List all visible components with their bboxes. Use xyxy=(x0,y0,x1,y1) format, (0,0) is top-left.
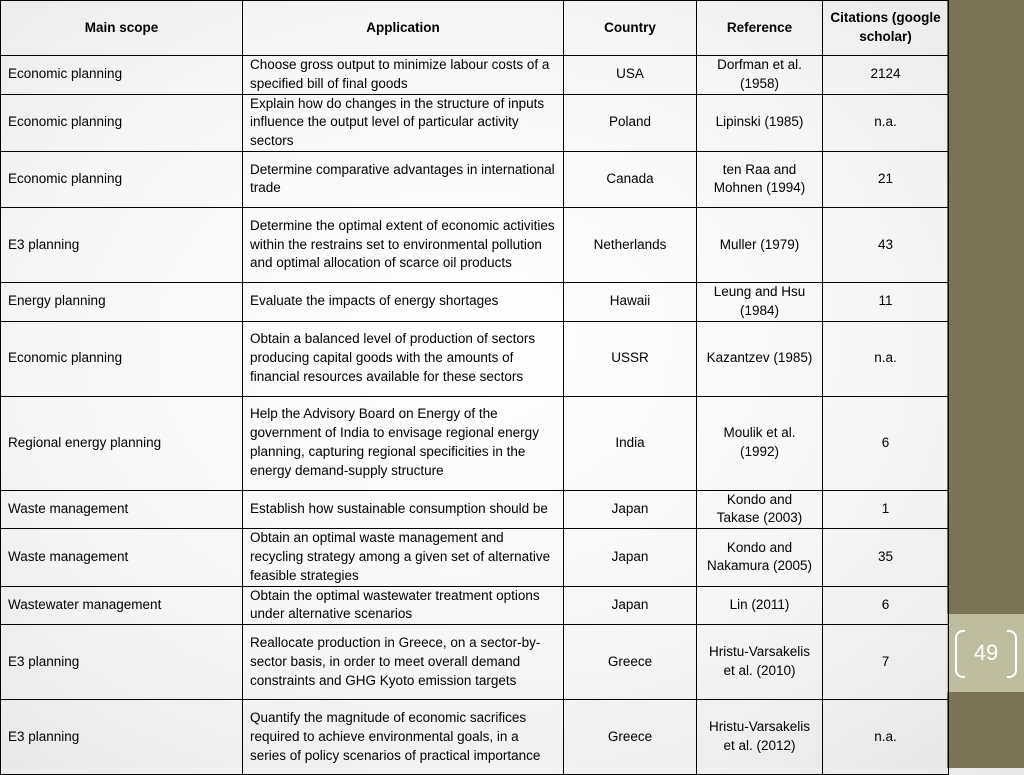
table-row xyxy=(1,151,949,207)
table-row xyxy=(1,94,949,151)
cell-main-scope: Regional energy planning xyxy=(1,396,243,490)
cell-main-scope: Economic planning xyxy=(1,321,243,396)
table-row xyxy=(1,625,949,700)
cell-country: Poland xyxy=(564,94,697,151)
header-citations: Citations (google scholar) xyxy=(823,1,949,56)
cell-main-scope: Economic planning xyxy=(1,94,243,151)
cell-country: India xyxy=(564,396,697,490)
cell-main-scope: E3 planning xyxy=(1,207,243,282)
cell-application: Quantify the magnitude of economic sacrifices required to achieve environmental goals, in a series of policy scenarios of practical importance xyxy=(243,700,564,775)
cell-reference: Muller (1979) xyxy=(697,207,823,282)
cell-citations: 43 xyxy=(823,207,949,282)
cell-country: Japan xyxy=(564,586,697,625)
cell-citations: n.a. xyxy=(823,700,949,775)
cell-reference: Hristu-Varsakelis et al. (2012) xyxy=(697,700,823,775)
cell-application: Reallocate production in Greece, on a sector-by-sector basis, in order to meet overall demand constraints and GHG Kyoto emission targets xyxy=(243,625,564,700)
cell-country: USA xyxy=(564,56,697,95)
table-row xyxy=(1,586,949,625)
cell-citations: 2124 xyxy=(823,56,949,95)
cell-country: Canada xyxy=(564,151,697,207)
cell-application: Establish how sustainable consumption should be xyxy=(243,490,564,529)
cell-application: Obtain the optimal wastewater treatment options under alternative scenarios xyxy=(243,586,564,625)
cell-main-scope: E3 planning xyxy=(1,625,243,700)
cell-main-scope: E3 planning xyxy=(1,700,243,775)
table-row xyxy=(1,321,949,396)
header-application: Application xyxy=(243,1,564,56)
cell-main-scope: Waste management xyxy=(1,490,243,529)
cell-citations: n.a. xyxy=(823,94,949,151)
table-row xyxy=(1,56,949,95)
cell-main-scope: Economic planning xyxy=(1,56,243,95)
cell-citations: 6 xyxy=(823,586,949,625)
cell-country: Japan xyxy=(564,529,697,586)
cell-citations: 21 xyxy=(823,151,949,207)
cell-country: USSR xyxy=(564,321,697,396)
cell-country: Japan xyxy=(564,490,697,529)
cell-reference: Dorfman et al. (1958) xyxy=(697,56,823,95)
cell-country: Hawaii xyxy=(564,282,697,321)
cell-citations: 1 xyxy=(823,490,949,529)
cell-reference: Leung and Hsu (1984) xyxy=(697,282,823,321)
cell-application: Determine the optimal extent of economic activities within the restrains set to environmental pollution and optimal allocation of scarce oil products xyxy=(243,207,564,282)
cell-application: Obtain a balanced level of production of sectors producing capital goods with the amounts of financial resources available for these sectors xyxy=(243,321,564,396)
cell-reference: Kazantzev (1985) xyxy=(697,321,823,396)
cell-application: Explain how do changes in the structure of inputs influence the output level of particular activity sectors xyxy=(243,94,564,151)
cell-application: Choose gross output to minimize labour costs of a specified bill of final goods xyxy=(243,56,564,95)
cell-reference: Kondo and Takase (2003) xyxy=(697,490,823,529)
cell-reference: Moulik et al. (1992) xyxy=(697,396,823,490)
table-row xyxy=(1,529,949,586)
table-header-row xyxy=(1,1,949,56)
cell-citations: 6 xyxy=(823,396,949,490)
table-row xyxy=(1,282,949,321)
cell-country: Greece xyxy=(564,625,697,700)
header-main-scope: Main scope xyxy=(1,1,243,56)
cell-citations: 7 xyxy=(823,625,949,700)
cell-country: Greece xyxy=(564,700,697,775)
cell-application: Evaluate the impacts of energy shortages xyxy=(243,282,564,321)
cell-reference: Lipinski (1985) xyxy=(697,94,823,151)
cell-reference: Kondo and Nakamura (2005) xyxy=(697,529,823,586)
cell-reference: ten Raa and Mohnen (1994) xyxy=(697,151,823,207)
cell-application: Help the Advisory Board on Energy of the government of India to envisage regional energy planning, capturing regional specificities in the energy demand-supply structure xyxy=(243,396,564,490)
cell-main-scope: Economic planning xyxy=(1,151,243,207)
page-number: 49 xyxy=(955,630,1017,676)
cell-citations: 11 xyxy=(823,282,949,321)
cell-application: Obtain an optimal waste management and recycling strategy among a given set of alternative feasible strategies xyxy=(243,529,564,586)
cell-citations: n.a. xyxy=(823,321,949,396)
cell-reference: Lin (2011) xyxy=(697,586,823,625)
cell-main-scope: Energy planning xyxy=(1,282,243,321)
cell-main-scope: Waste management xyxy=(1,529,243,586)
cell-main-scope: Wastewater management xyxy=(1,586,243,625)
table-row xyxy=(1,207,949,282)
table-row xyxy=(1,490,949,529)
cell-country: Netherlands xyxy=(564,207,697,282)
table-row xyxy=(1,396,949,490)
header-reference: Reference xyxy=(697,1,823,56)
cell-application: Determine comparative advantages in international trade xyxy=(243,151,564,207)
cell-citations: 35 xyxy=(823,529,949,586)
cell-reference: Hristu-Varsakelis et al. (2010) xyxy=(697,625,823,700)
header-country: Country xyxy=(564,1,697,56)
table-row xyxy=(1,700,949,775)
